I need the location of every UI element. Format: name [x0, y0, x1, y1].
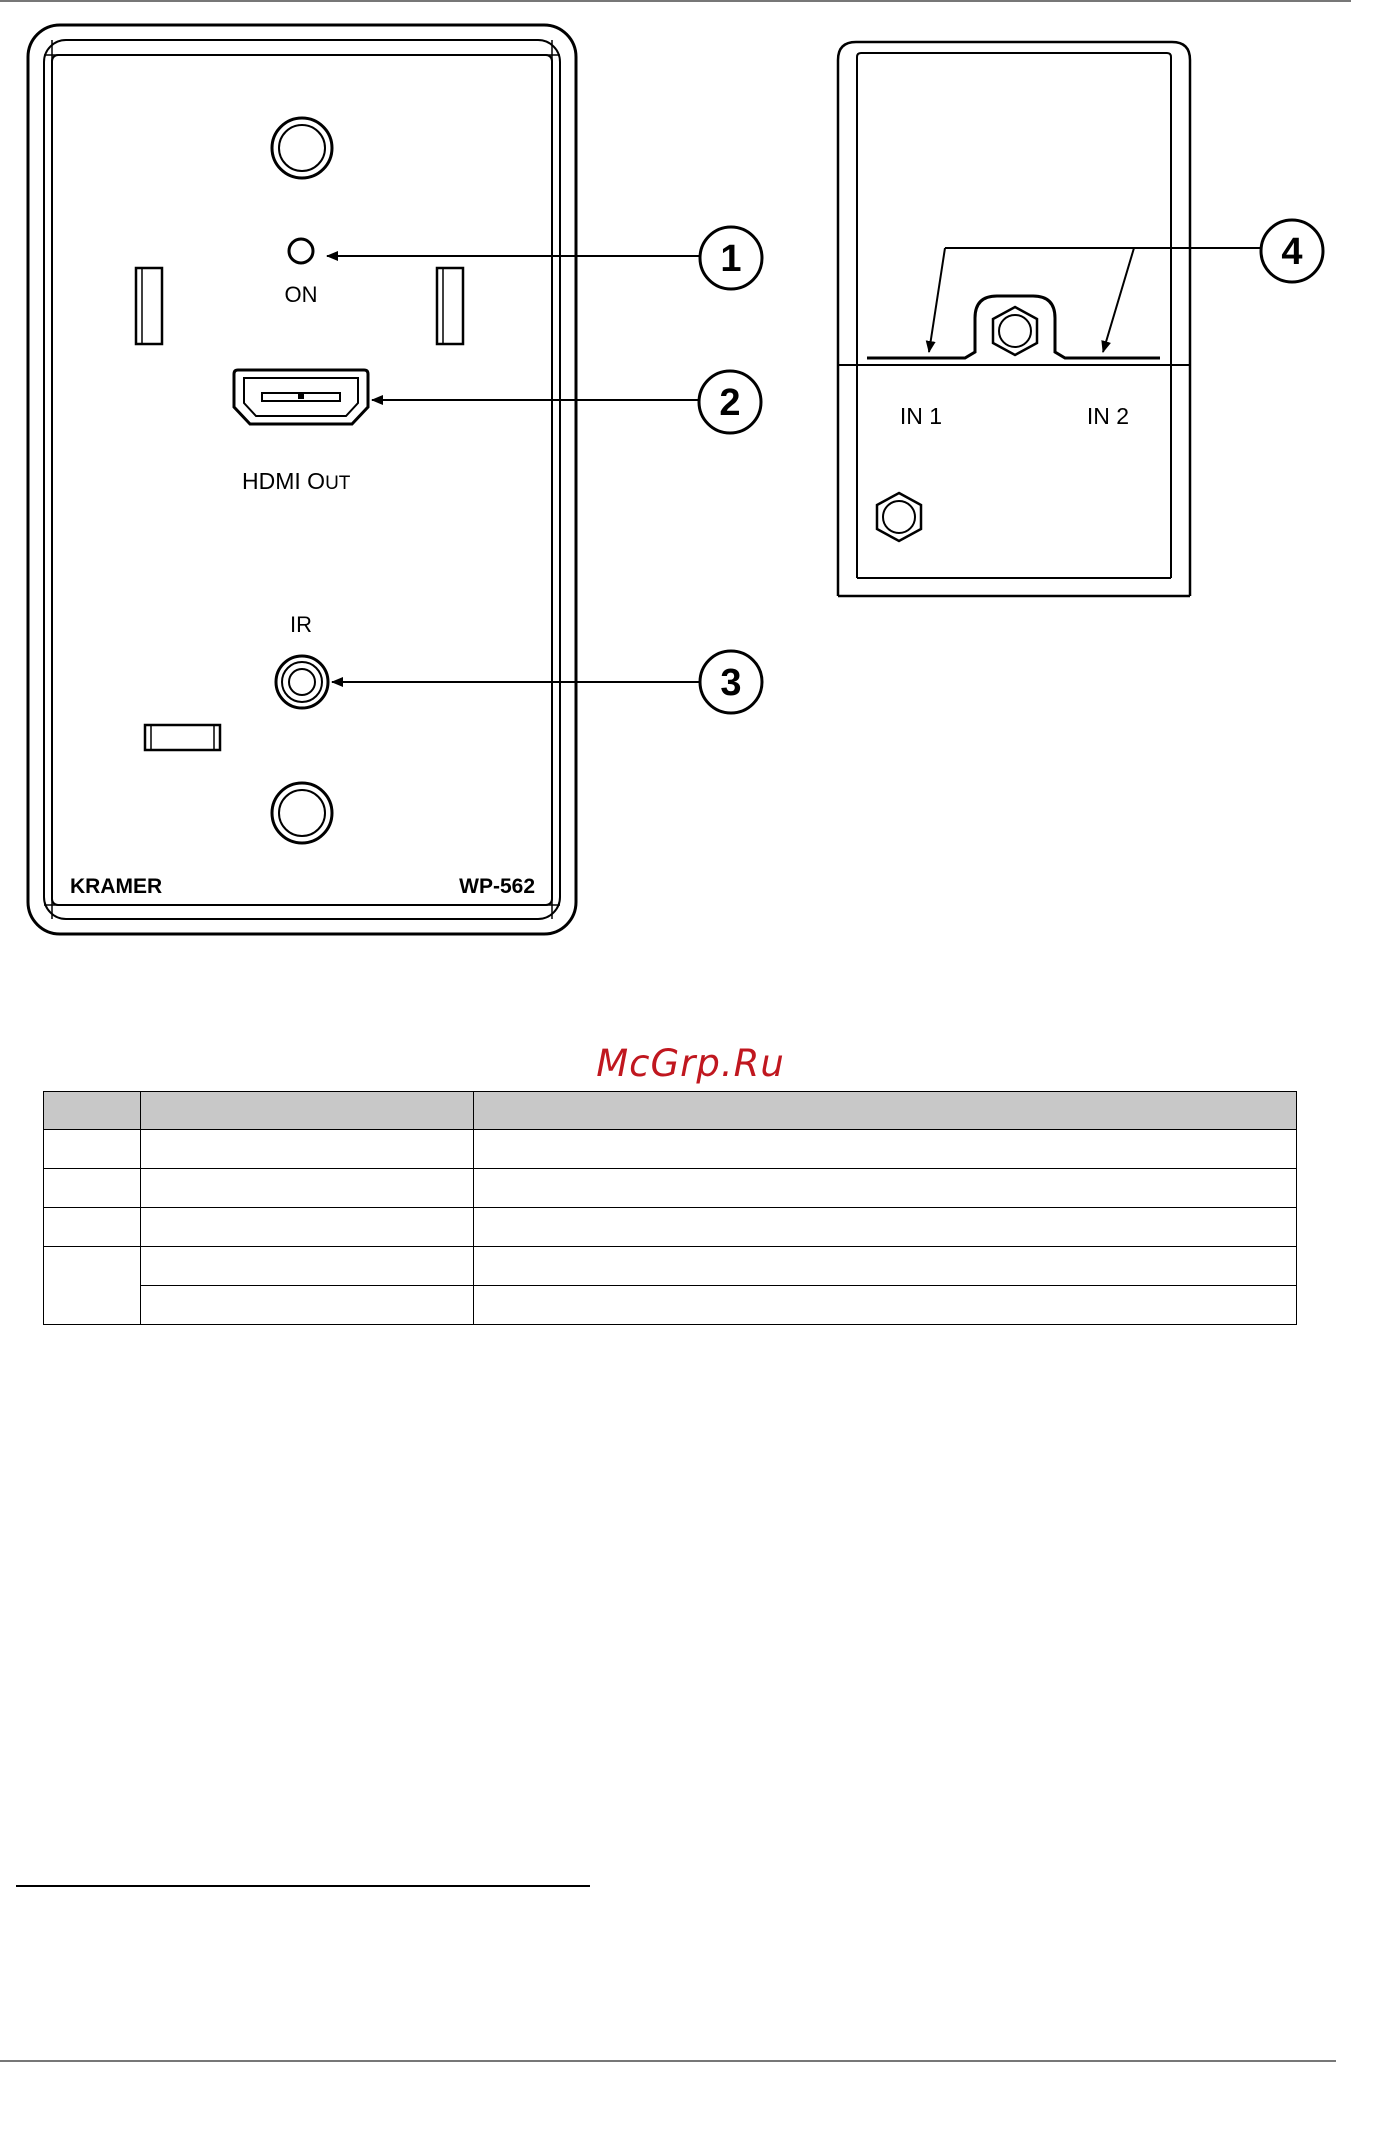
footnote-rule	[16, 1885, 590, 1887]
hdmi-port-icon	[234, 370, 368, 424]
table-header-cell	[44, 1092, 141, 1130]
in2-label: IN 2	[1086, 403, 1130, 429]
table-cell	[141, 1286, 474, 1325]
ir-sensor-icon	[276, 656, 328, 708]
screw-bottom-icon	[272, 783, 332, 843]
brand-label: KRAMER	[70, 875, 163, 898]
hdmi-out-label	[242, 468, 351, 494]
on-led-icon	[289, 239, 313, 263]
callout-3	[700, 651, 762, 713]
table-cell	[141, 1169, 474, 1208]
rear-screw-top-icon	[993, 307, 1037, 355]
table-cell	[474, 1169, 1297, 1208]
hdmi-out-label-small: UT	[325, 473, 351, 494]
rear-panel	[838, 42, 1190, 596]
table-cell	[474, 1286, 1297, 1325]
ir-label: IR	[290, 612, 312, 637]
table-cell	[141, 1130, 474, 1169]
table-cell	[474, 1130, 1297, 1169]
callout-4	[1261, 220, 1323, 282]
table-row	[44, 1130, 1297, 1169]
device-diagram	[0, 0, 1381, 960]
spec-table	[43, 1091, 1297, 1325]
callout-line-4	[929, 248, 1260, 352]
clip-slot-left-icon	[136, 268, 162, 344]
screw-top-icon	[272, 118, 332, 178]
table-header-row	[44, 1092, 1297, 1130]
table-row	[44, 1286, 1297, 1325]
table-cell	[474, 1247, 1297, 1286]
callout-1	[700, 227, 762, 289]
table-header-cell	[474, 1092, 1297, 1130]
callout-3-number: 3	[720, 662, 742, 704]
hdmi-out-label-main: HDMI O	[242, 468, 326, 494]
table-row	[44, 1247, 1297, 1286]
table-row	[44, 1208, 1297, 1247]
callout-2-number: 2	[719, 382, 741, 424]
callout-4-number: 4	[1281, 231, 1303, 273]
table-cell	[44, 1169, 141, 1208]
table-cell	[141, 1208, 474, 1247]
table-header-cell	[141, 1092, 474, 1130]
rear-screw-bottom-icon	[877, 493, 921, 541]
watermark-text: McGrp.Ru	[596, 1042, 785, 1085]
table-cell	[44, 1130, 141, 1169]
table-row	[44, 1169, 1297, 1208]
table-cell	[44, 1208, 141, 1247]
on-label: ON	[284, 282, 318, 307]
bottom-rule	[0, 2060, 1336, 2062]
callout-2	[699, 371, 761, 433]
clip-slot-right-icon	[437, 268, 463, 344]
table-cell	[474, 1208, 1297, 1247]
model-label: WP-562	[459, 875, 535, 898]
clip-slot-bottom-icon	[145, 725, 220, 750]
table-cell	[44, 1247, 141, 1325]
in1-label: IN 1	[899, 403, 943, 429]
callout-1-number: 1	[720, 238, 742, 280]
table-cell	[141, 1247, 474, 1286]
